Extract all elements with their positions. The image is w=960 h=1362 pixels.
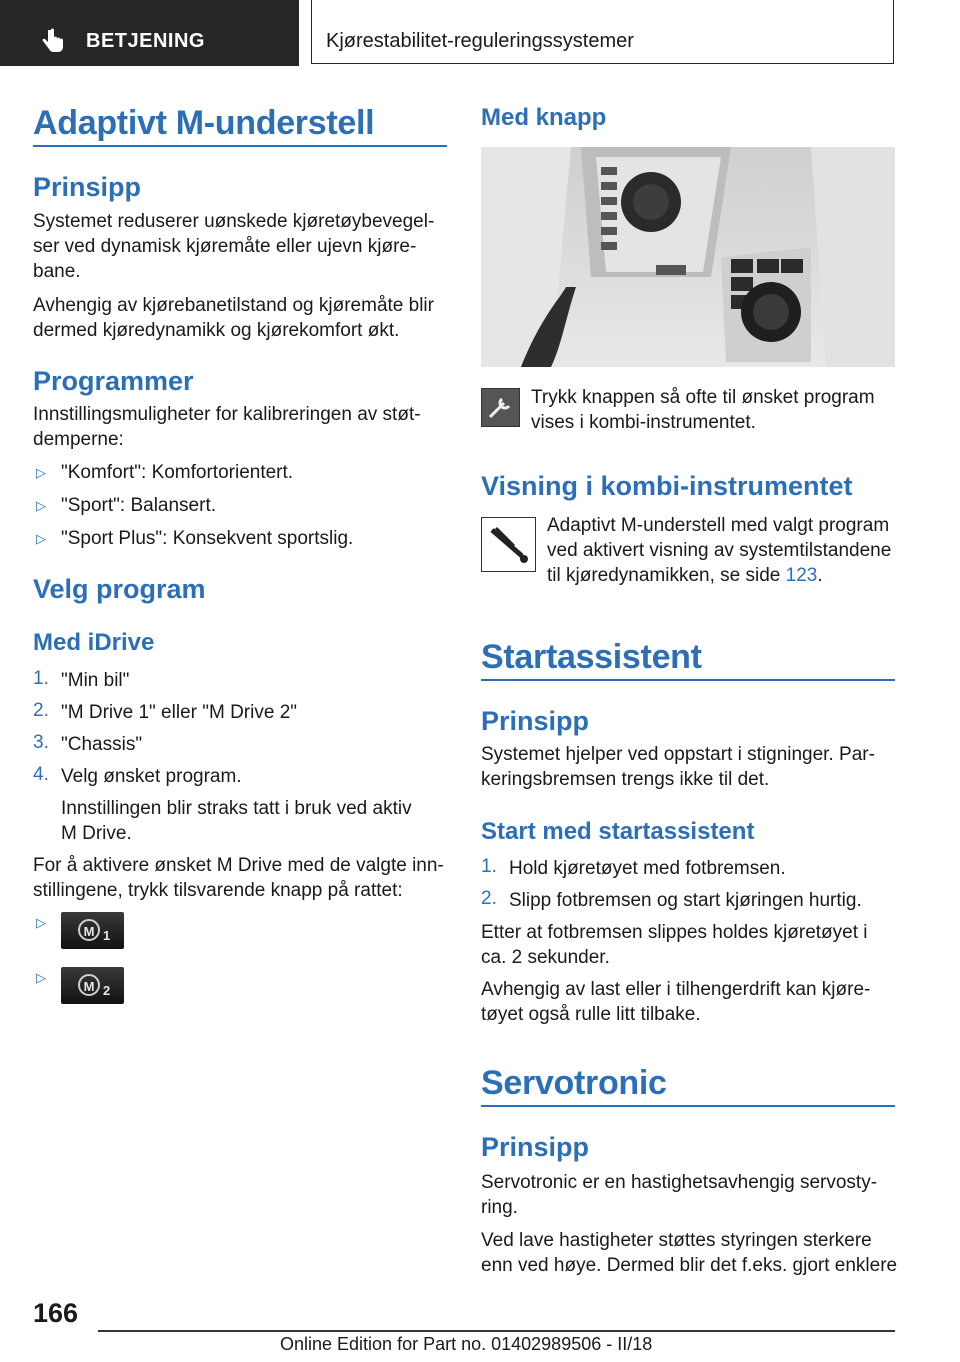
bullet-triangle-icon: ▷ [36,915,46,930]
bullet-triangle-icon: ▷ [36,970,46,985]
prinsipp-paragraph-2: Avhengig av kjørebanetilstand og kjøremåte blir dermed kjøredynamikk og kjørekomfort økt. [33,295,434,341]
servo-prinsipp-heading: Prinsipp [481,1132,590,1162]
list-item: "Komfort": Komfortorientert. [61,462,294,483]
bullet-triangle-icon: ▷ [36,498,46,513]
start-med-heading: Start med startassistent [481,818,755,845]
step-text: "Min bil" [61,670,130,691]
servo-paragraph-1: Servotronic er en hastighetsavhengig servosty- ring. [481,1172,878,1218]
hand-pointer-icon [40,28,66,54]
page-number: 166 [33,1298,79,1328]
start-prinsipp-heading: Prinsipp [481,706,590,736]
center-console-photo [481,147,895,367]
velg-program-heading: Velg program [33,574,206,604]
chapter-tab [311,0,894,64]
activate-paragraph: For å aktivere ønsket M Drive med de valgte inn- stillingene, trykk tilsvarende knapp på rattet: [33,855,444,901]
programmer-intro: Innstillingsmuligheter for kalibreringen av støt- demperne: [33,404,421,450]
startassistent-rule [481,679,895,681]
wrench-icon [481,388,520,427]
title-rule [33,145,447,147]
programmer-heading: Programmer [33,366,194,396]
step-number: 4. [33,764,49,785]
step-number: 2. [481,888,497,909]
step-text: Hold kjøretøyet med fotbremsen. [509,858,786,879]
servotronic-rule [481,1105,895,1107]
footer-rule [98,1330,895,1332]
list-item: "Sport": Balansert. [61,495,217,516]
m-drive-1-button-icon: M 1 [61,912,124,949]
bullet-triangle-icon: ▷ [36,465,46,480]
step-text: "Chassis" [61,734,143,755]
step-number: 3. [33,732,49,753]
step-text: "M Drive 1" eller "M Drive 2" [61,702,298,723]
m-drive-2-button-icon: M 2 [61,967,124,1004]
bullet-triangle-icon: ▷ [36,531,46,546]
section-label: BETJENING [86,30,205,52]
step-text: Velg ønsket program. [61,766,242,787]
knapp-text: Trykk knappen så ofte til ønsket program vises i kombi-instrumentet. [531,387,875,433]
med-knapp-heading: Med knapp [481,104,607,131]
servo-paragraph-2: Ved lave hastigheter støttes styringen sterkere enn ved høye. Dermed blir det f.eks. gjort enklere [481,1230,898,1276]
step-note: Innstillingen blir straks tatt i bruk ved aktiv M Drive. [61,798,412,844]
step-text: Slipp fotbremsen og start kjøringen hurtig. [509,890,862,911]
page-title: Adaptivt M-understell [33,104,375,142]
prinsipp-paragraph-1: Systemet reduserer uønskede kjøretøybevegel- ser ved dynamisk kjøremåte eller ujevn kjøre- bane. [33,211,435,282]
section-tab [0,0,299,66]
step-number: 2. [33,700,49,721]
suspension-icon [481,517,536,572]
start-paragraph-2: Avhengig av last eller i tilhengerdrift kan kjøre- tøyet også rulle litt tilbake. [481,979,871,1025]
step-number: 1. [481,856,497,877]
chapter-title: Kjørestabilitet-reguleringssystemer [326,30,634,52]
visning-text: Adaptivt M-understell med valgt program ved aktivert visning av systemtilstandene til kjøredynamikken, se side 123. [547,515,892,586]
prinsipp-heading: Prinsipp [33,172,142,202]
step-number: 1. [33,668,49,689]
servotronic-title: Servotronic [481,1064,667,1102]
startassistent-title: Startassistent [481,638,702,676]
visning-heading: Visning i kombi-instrumentet [481,471,853,501]
idrive-heading: Med iDrive [33,629,155,656]
page-link[interactable]: 123 [785,565,818,586]
list-item: "Sport Plus": Konsekvent sportslig. [61,528,354,549]
start-paragraph-1: Etter at fotbremsen slippes holdes kjøretøyet i ca. 2 sekunder. [481,922,868,968]
start-prinsipp-text: Systemet hjelper ved oppstart i stigninger. Par- keringsbremsen trengs ikke til det. [481,744,875,790]
edition-footer: Online Edition for Part no. 01402989506 - II/18 [280,1334,653,1354]
